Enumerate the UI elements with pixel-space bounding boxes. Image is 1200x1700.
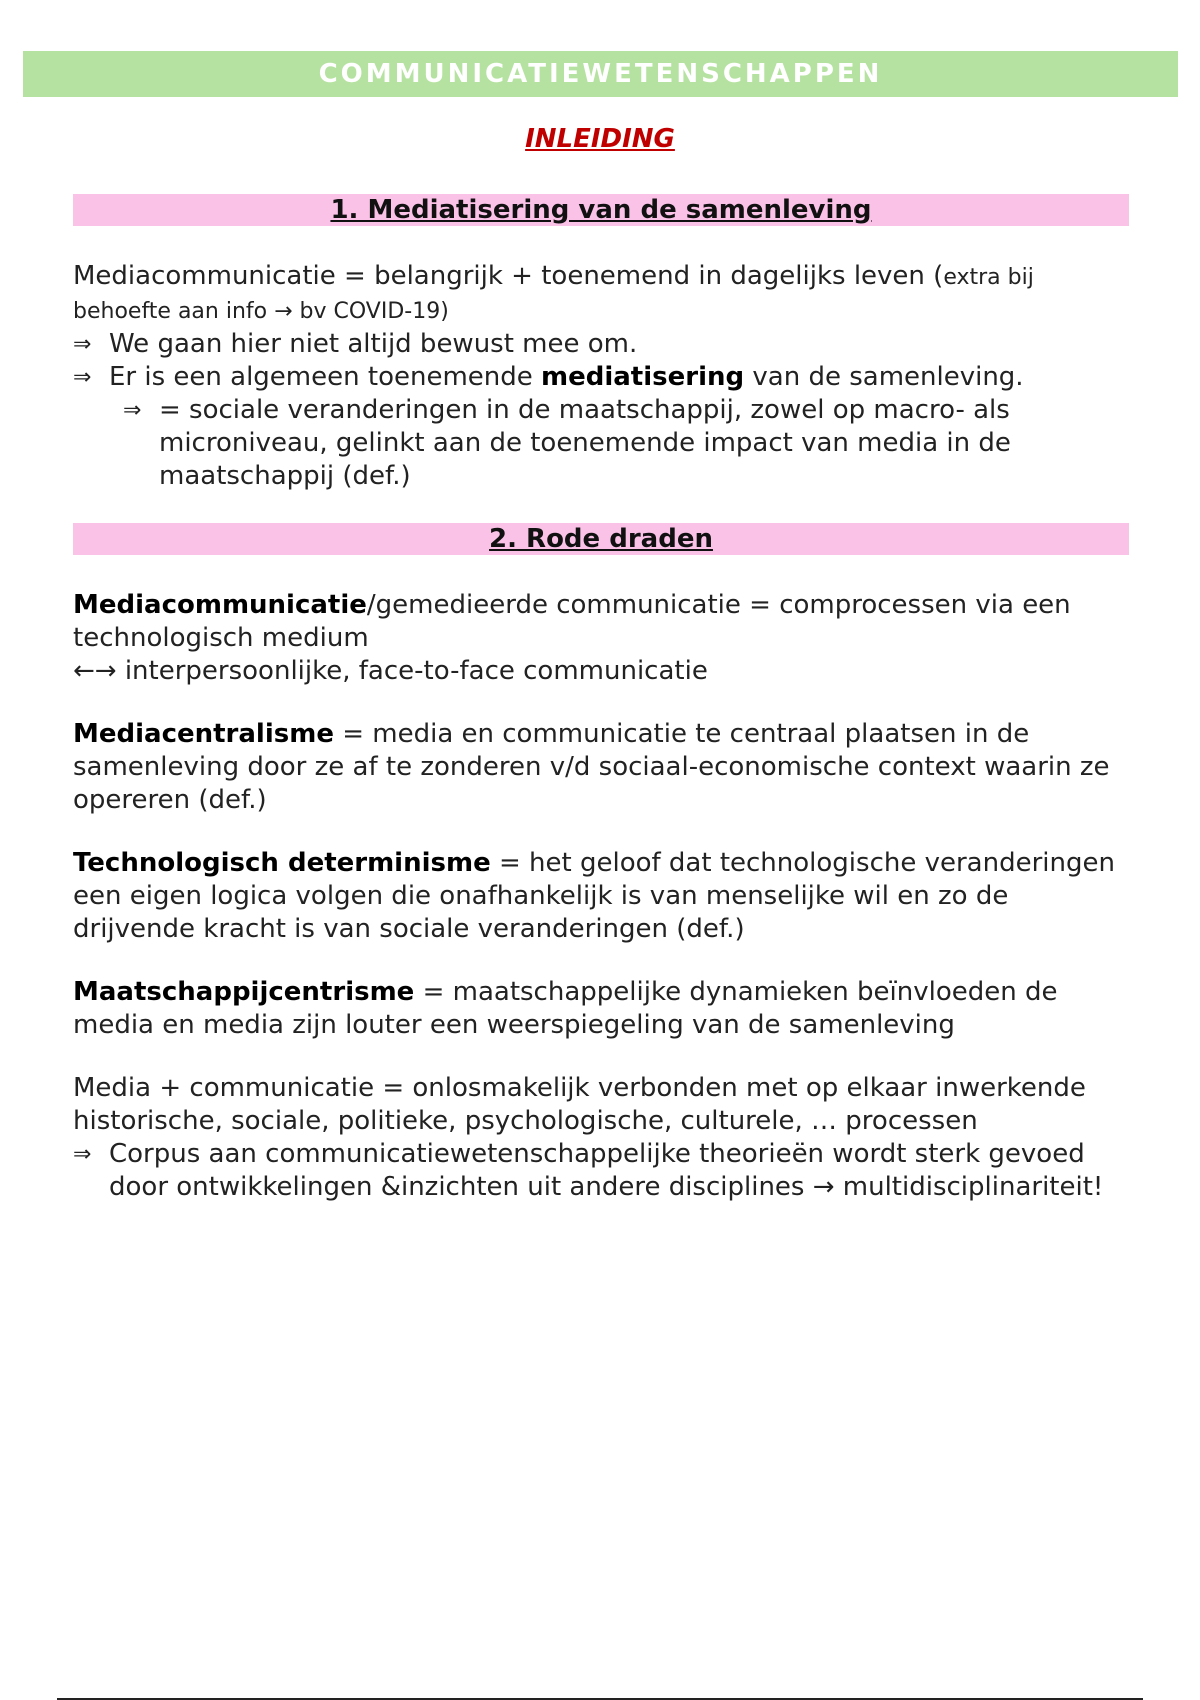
implies-arrow-icon: ⇒ xyxy=(73,1142,92,1167)
definition-technologisch-determinisme: Technologisch determinisme = het geloof dat technologische veranderingen een eigen logica volgen die onafhankelijk is van menselijke wil en zo de drijvende kracht is van sociale veranderingen (def.) xyxy=(73,848,1115,944)
bullet-item: ⇒ We gaan hier niet altijd bewust mee om. xyxy=(73,329,638,359)
definition-mediacentralisme: Mediacentralisme = media en communicatie te centraal plaatsen in de samenleving door ze af te zonderen v/d sociaal-economische context waarin ze opereren (def.) xyxy=(73,719,1110,815)
implies-arrow-icon: ⇒ xyxy=(73,332,92,357)
bullet-item: ⇒ Er is een algemeen toenemende mediatisering van de samenleving. xyxy=(73,362,1024,392)
bullet-item: ⇒ Corpus aan communicatiewetenschappelijke theorieën wordt sterk gevoed door ontwikkelingen &inzichten uit andere disciplines → multidisciplinariteit! xyxy=(73,1139,1104,1202)
contrast-line: ←→ interpersoonlijke, face-to-face communicatie xyxy=(73,656,708,686)
section-heading-1: 1. Mediatisering van de samenleving xyxy=(73,194,1129,226)
section-heading-2: 2. Rode draden xyxy=(73,523,1129,555)
sub-bullet-item: ⇒ = sociale veranderingen in de maatschappij, zowel op macro- als microniveau, gelinkt aan de toenemende impact van media in de maatschappij (def.) xyxy=(123,395,1011,491)
document-body xyxy=(73,194,1129,1204)
implies-arrow-icon: ⇒ xyxy=(123,398,142,423)
definition-maatschappijcentrisme: Maatschappijcentrisme = maatschappelijke dynamieken beïnvloeden de media en media zijn louter een weerspiegeling van de samenleving xyxy=(73,977,1058,1040)
chapter-title: INLEIDING xyxy=(525,124,675,154)
definition-mediacommunicatie: Mediacommunicatie/gemedieerde communicatie = comprocessen via een technologisch medium xyxy=(73,590,1071,653)
paragraph-media-communicatie: Media + communicatie = onlosmakelijk verbonden met op elkaar inwerkende historische, sociale, politieke, psychologische, culturele, … processen xyxy=(73,1073,1086,1136)
paragraph-mediacommunicatie: Mediacommunicatie = belangrijk + toenemend in dagelijks leven (extra bij behoefte aan info → bv COVID-19) xyxy=(73,261,1034,324)
implies-arrow-icon: ⇒ xyxy=(73,365,92,390)
document-banner xyxy=(23,51,1178,97)
banner-title: COMMUNICATIEWETENSCHAPPEN xyxy=(318,59,883,89)
